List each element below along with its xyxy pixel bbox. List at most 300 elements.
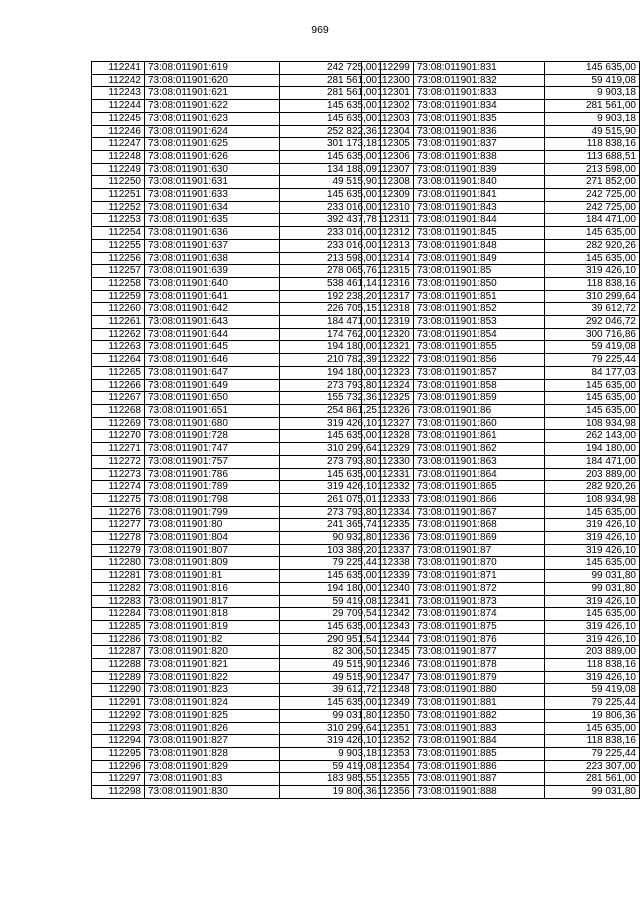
- row-number: 112299: [362, 62, 414, 75]
- table-row: [362, 519, 640, 532]
- cadastral-value: 319 426,10: [544, 633, 639, 646]
- table-row: [92, 201, 381, 214]
- row-number: 112264: [92, 354, 145, 367]
- table-row: [92, 773, 381, 786]
- table-row: [92, 468, 381, 481]
- cadastral-number: 73:08:011901:81: [145, 570, 280, 583]
- table-row: [92, 506, 381, 519]
- cadastral-number: 73:08:011901:819: [145, 620, 280, 633]
- cadastral-number: 73:08:011901:864: [413, 468, 544, 481]
- table-row: [92, 87, 381, 100]
- table-row: [362, 189, 640, 202]
- cadastral-number: 73:08:011901:642: [145, 303, 280, 316]
- table-row: [92, 659, 381, 672]
- cadastral-number: 73:08:011901:624: [145, 125, 280, 138]
- row-number: 112254: [92, 227, 145, 240]
- cadastral-number: 73:08:011901:849: [413, 252, 544, 265]
- cadastral-value: 319 426,10: [544, 265, 639, 278]
- table-row: [362, 646, 640, 659]
- table-row: [362, 468, 640, 481]
- table-row: [92, 684, 381, 697]
- row-number: 112307: [362, 163, 414, 176]
- cadastral-value: 19 806,36: [280, 786, 381, 799]
- row-number: 112321: [362, 341, 414, 354]
- row-number: 112327: [362, 417, 414, 430]
- table-row: [362, 659, 640, 672]
- table-row: [362, 709, 640, 722]
- cadastral-number: 73:08:011901:821: [145, 659, 280, 672]
- table-row: [92, 252, 381, 265]
- cadastral-number: 73:08:011901:886: [413, 760, 544, 773]
- row-number: 112330: [362, 455, 414, 468]
- row-number: 112248: [92, 150, 145, 163]
- cadastral-value: 79 225,44: [544, 354, 639, 367]
- row-number: 112267: [92, 392, 145, 405]
- cadastral-value: 145 635,00: [280, 697, 381, 710]
- cadastral-value: 118 838,16: [544, 138, 639, 151]
- cadastral-value: 59 419,08: [544, 684, 639, 697]
- cadastral-number: 73:08:011901:854: [413, 328, 544, 341]
- cadastral-value: 300 716,86: [544, 328, 639, 341]
- cadastral-number: 73:08:011901:862: [413, 443, 544, 456]
- row-number: 112269: [92, 417, 145, 430]
- table-row: [362, 150, 640, 163]
- cadastral-value: 281 561,00: [280, 87, 381, 100]
- cadastral-value: 319 426,10: [544, 532, 639, 545]
- cadastral-number: 73:08:011901:879: [413, 671, 544, 684]
- cadastral-value: 118 838,16: [544, 735, 639, 748]
- cadastral-number: 73:08:011901:623: [145, 112, 280, 125]
- right-table-body: [362, 62, 640, 799]
- cadastral-number: 73:08:011901:83: [145, 773, 280, 786]
- cadastral-number: 73:08:011901:646: [145, 354, 280, 367]
- cadastral-number: 73:08:011901:816: [145, 582, 280, 595]
- cadastral-number: 73:08:011901:626: [145, 150, 280, 163]
- row-number: 112348: [362, 684, 414, 697]
- cadastral-value: 273 793,80: [280, 379, 381, 392]
- cadastral-value: 145 635,00: [544, 252, 639, 265]
- row-number: 112270: [92, 430, 145, 443]
- cadastral-number: 73:08:011901:873: [413, 595, 544, 608]
- cadastral-value: 223 307,00: [544, 760, 639, 773]
- cadastral-number: 73:08:011901:837: [413, 138, 544, 151]
- row-number: 112329: [362, 443, 414, 456]
- cadastral-value: 59 419,08: [544, 341, 639, 354]
- cadastral-value: 39 612,72: [544, 303, 639, 316]
- row-number: 112275: [92, 493, 145, 506]
- cadastral-number: 73:08:011901:644: [145, 328, 280, 341]
- cadastral-value: 281 561,00: [544, 773, 639, 786]
- row-number: 112334: [362, 506, 414, 519]
- table-row: [92, 265, 381, 278]
- cadastral-value: 271 852,00: [544, 176, 639, 189]
- row-number: 112247: [92, 138, 145, 151]
- row-number: 112356: [362, 786, 414, 799]
- cadastral-number: 73:08:011901:867: [413, 506, 544, 519]
- cadastral-value: 233 016,00: [280, 227, 381, 240]
- cadastral-value: 145 635,00: [544, 557, 639, 570]
- cadastral-number: 73:08:011901:823: [145, 684, 280, 697]
- cadastral-value: 310 299,64: [280, 722, 381, 735]
- row-number: 112285: [92, 620, 145, 633]
- cadastral-number: 73:08:011901:841: [413, 189, 544, 202]
- table-row: [362, 671, 640, 684]
- table-row: [92, 544, 381, 557]
- cadastral-value: 118 838,16: [544, 277, 639, 290]
- row-number: 112294: [92, 735, 145, 748]
- cadastral-number: 73:08:011901:824: [145, 697, 280, 710]
- table-row: [92, 671, 381, 684]
- cadastral-number: 73:08:011901:804: [145, 532, 280, 545]
- cadastral-value: 118 838,16: [544, 659, 639, 672]
- cadastral-value: 145 635,00: [280, 620, 381, 633]
- row-number: 112265: [92, 366, 145, 379]
- cadastral-value: 145 635,00: [544, 404, 639, 417]
- cadastral-value: 233 016,00: [280, 239, 381, 252]
- cadastral-number: 73:08:011901:856: [413, 354, 544, 367]
- table-row: [362, 201, 640, 214]
- table-row: [92, 100, 381, 113]
- row-number: 112271: [92, 443, 145, 456]
- cadastral-value: 194 180,00: [544, 443, 639, 456]
- row-number: 112262: [92, 328, 145, 341]
- row-number: 112306: [362, 150, 414, 163]
- row-number: 112246: [92, 125, 145, 138]
- cadastral-number: 73:08:011901:86: [413, 404, 544, 417]
- cadastral-value: 90 932,80: [280, 532, 381, 545]
- row-number: 112281: [92, 570, 145, 583]
- cadastral-value: 319 426,10: [280, 417, 381, 430]
- cadastral-number: 73:08:011901:647: [145, 366, 280, 379]
- table-row: [362, 544, 640, 557]
- table-row: [362, 227, 640, 240]
- cadastral-value: 282 920,26: [544, 239, 639, 252]
- row-number: 112257: [92, 265, 145, 278]
- cadastral-value: 281 561,00: [280, 74, 381, 87]
- cadastral-number: 73:08:011901:870: [413, 557, 544, 570]
- cadastral-value: 99 031,80: [280, 709, 381, 722]
- cadastral-number: 73:08:011901:80: [145, 519, 280, 532]
- cadastral-number: 73:08:011901:680: [145, 417, 280, 430]
- table-row: [362, 341, 640, 354]
- cadastral-number: 73:08:011901:869: [413, 532, 544, 545]
- cadastral-number: 73:08:011901:885: [413, 747, 544, 760]
- cadastral-number: 73:08:011901:843: [413, 201, 544, 214]
- row-number: 112303: [362, 112, 414, 125]
- cadastral-number: 73:08:011901:789: [145, 481, 280, 494]
- row-number: 112301: [362, 87, 414, 100]
- cadastral-number: 73:08:011901:877: [413, 646, 544, 659]
- cadastral-number: 73:08:011901:844: [413, 214, 544, 227]
- cadastral-number: 73:08:011901:839: [413, 163, 544, 176]
- cadastral-number: 73:08:011901:818: [145, 608, 280, 621]
- table-row: [362, 100, 640, 113]
- cadastral-value: 59 419,08: [280, 595, 381, 608]
- cadastral-number: 73:08:011901:809: [145, 557, 280, 570]
- row-number: 112241: [92, 62, 145, 75]
- row-number: 112324: [362, 379, 414, 392]
- table-row: [92, 290, 381, 303]
- table-row: [92, 697, 381, 710]
- table-row: [362, 417, 640, 430]
- cadastral-number: 73:08:011901:840: [413, 176, 544, 189]
- cadastral-number: 73:08:011901:799: [145, 506, 280, 519]
- cadastral-number: 73:08:011901:825: [145, 709, 280, 722]
- left-table-body: [92, 62, 381, 799]
- row-number: 112347: [362, 671, 414, 684]
- cadastral-number: 73:08:011901:757: [145, 455, 280, 468]
- table-row: [362, 481, 640, 494]
- row-number: 112325: [362, 392, 414, 405]
- row-number: 112251: [92, 189, 145, 202]
- row-number: 112300: [362, 74, 414, 87]
- cadastral-number: 73:08:011901:638: [145, 252, 280, 265]
- table-row: [362, 252, 640, 265]
- cadastral-value: 145 635,00: [280, 189, 381, 202]
- cadastral-number: 73:08:011901:639: [145, 265, 280, 278]
- table-row: [92, 493, 381, 506]
- cadastral-number: 73:08:011901:845: [413, 227, 544, 240]
- row-number: 112284: [92, 608, 145, 621]
- table-row: [362, 328, 640, 341]
- cadastral-value: 9 903,18: [544, 112, 639, 125]
- cadastral-value: 392 437,78: [280, 214, 381, 227]
- row-number: 112314: [362, 252, 414, 265]
- row-number: 112278: [92, 532, 145, 545]
- cadastral-value: 145 635,00: [280, 468, 381, 481]
- cadastral-number: 73:08:011901:637: [145, 239, 280, 252]
- row-number: 112323: [362, 366, 414, 379]
- cadastral-value: 49 515,90: [280, 659, 381, 672]
- row-number: 112331: [362, 468, 414, 481]
- cadastral-number: 73:08:011901:747: [145, 443, 280, 456]
- cadastral-value: 254 861,25: [280, 404, 381, 417]
- cadastral-value: 39 612,72: [280, 684, 381, 697]
- row-number: 112353: [362, 747, 414, 760]
- table-row: [92, 646, 381, 659]
- table-row: [92, 354, 381, 367]
- row-number: 112268: [92, 404, 145, 417]
- table-row: [92, 189, 381, 202]
- table-row: [92, 722, 381, 735]
- cadastral-number: 73:08:011901:640: [145, 277, 280, 290]
- table-row: [362, 595, 640, 608]
- cadastral-number: 73:08:011901:882: [413, 709, 544, 722]
- table-row: [362, 392, 640, 405]
- table-row: [92, 379, 381, 392]
- cadastral-value: 29 709,54: [280, 608, 381, 621]
- table-row: [362, 506, 640, 519]
- cadastral-value: 292 046,72: [544, 316, 639, 329]
- cadastral-value: 273 793,80: [280, 506, 381, 519]
- cadastral-number: 73:08:011901:878: [413, 659, 544, 672]
- table-row: [92, 62, 381, 75]
- table-row: [92, 74, 381, 87]
- row-number: 112342: [362, 608, 414, 621]
- row-number: 112261: [92, 316, 145, 329]
- table-row: [92, 341, 381, 354]
- cadastral-value: 145 635,00: [544, 608, 639, 621]
- table-row: [362, 493, 640, 506]
- row-number: 112298: [92, 786, 145, 799]
- row-number: 112320: [362, 328, 414, 341]
- cadastral-value: 242 725,00: [544, 201, 639, 214]
- cadastral-value: 226 705,15: [280, 303, 381, 316]
- cadastral-value: 99 031,80: [544, 570, 639, 583]
- table-row: [362, 747, 640, 760]
- table-row: [92, 633, 381, 646]
- table-row: [362, 74, 640, 87]
- table-row: [362, 379, 640, 392]
- cadastral-value: 310 299,64: [544, 290, 639, 303]
- cadastral-value: 319 426,10: [544, 544, 639, 557]
- table-row: [92, 735, 381, 748]
- cadastral-number: 73:08:011901:834: [413, 100, 544, 113]
- cadastral-number: 73:08:011901:888: [413, 786, 544, 799]
- cadastral-value: 194 180,00: [280, 582, 381, 595]
- cadastral-number: 73:08:011901:868: [413, 519, 544, 532]
- row-number: 112290: [92, 684, 145, 697]
- table-row: [92, 227, 381, 240]
- cadastral-number: 73:08:011901:630: [145, 163, 280, 176]
- cadastral-number: 73:08:011901:82: [145, 633, 280, 646]
- row-number: 112296: [92, 760, 145, 773]
- table-row: [92, 239, 381, 252]
- cadastral-value: 59 419,08: [544, 74, 639, 87]
- table-row: [92, 620, 381, 633]
- table-row: [362, 582, 640, 595]
- table-row: [362, 735, 640, 748]
- table-row: [92, 747, 381, 760]
- cadastral-number: 73:08:011901:620: [145, 74, 280, 87]
- cadastral-number: 73:08:011901:833: [413, 87, 544, 100]
- cadastral-number: 73:08:011901:871: [413, 570, 544, 583]
- cadastral-number: 73:08:011901:641: [145, 290, 280, 303]
- cadastral-value: 319 426,10: [544, 620, 639, 633]
- table-row: [92, 316, 381, 329]
- cadastral-number: 73:08:011901:633: [145, 189, 280, 202]
- cadastral-number: 73:08:011901:822: [145, 671, 280, 684]
- cadastral-value: 103 389,20: [280, 544, 381, 557]
- row-number: 112245: [92, 112, 145, 125]
- cadastral-number: 73:08:011901:836: [413, 125, 544, 138]
- cadastral-value: 84 177,03: [544, 366, 639, 379]
- row-number: 112292: [92, 709, 145, 722]
- cadastral-number: 73:08:011901:829: [145, 760, 280, 773]
- table-row: [362, 62, 640, 75]
- table-row: [362, 786, 640, 799]
- cadastral-value: 174 762,00: [280, 328, 381, 341]
- cadastral-value: 145 635,00: [544, 392, 639, 405]
- cadastral-value: 145 635,00: [544, 722, 639, 735]
- row-number: 112344: [362, 633, 414, 646]
- cadastral-value: 241 365,74: [280, 519, 381, 532]
- cadastral-number: 73:08:011901:848: [413, 239, 544, 252]
- row-number: 112335: [362, 519, 414, 532]
- table-row: [92, 303, 381, 316]
- table-row: [362, 633, 640, 646]
- cadastral-number: 73:08:011901:625: [145, 138, 280, 151]
- table-row: [362, 125, 640, 138]
- cadastral-number: 73:08:011901:85: [413, 265, 544, 278]
- row-number: 112304: [362, 125, 414, 138]
- table-row: [362, 773, 640, 786]
- table-row: [92, 570, 381, 583]
- table-row: [92, 430, 381, 443]
- row-number: 112338: [362, 557, 414, 570]
- cadastral-value: 213 598,00: [544, 163, 639, 176]
- cadastral-number: 73:08:011901:649: [145, 379, 280, 392]
- cadastral-value: 213 598,00: [280, 252, 381, 265]
- row-number: 112332: [362, 481, 414, 494]
- row-number: 112322: [362, 354, 414, 367]
- table-row: [362, 684, 640, 697]
- cadastral-value: 155 732,36: [280, 392, 381, 405]
- cadastral-value: 108 934,98: [544, 493, 639, 506]
- table-row: [92, 532, 381, 545]
- cadastral-number: 73:08:011901:872: [413, 582, 544, 595]
- cadastral-value: 145 635,00: [544, 62, 639, 75]
- cadastral-value: 538 461,14: [280, 277, 381, 290]
- cadastral-value: 49 515,90: [280, 176, 381, 189]
- table-row: [92, 760, 381, 773]
- row-number: 112288: [92, 659, 145, 672]
- cadastral-number: 73:08:011901:817: [145, 595, 280, 608]
- row-number: 112277: [92, 519, 145, 532]
- row-number: 112336: [362, 532, 414, 545]
- row-number: 112302: [362, 100, 414, 113]
- table-row: [92, 709, 381, 722]
- row-number: 112258: [92, 277, 145, 290]
- table-row: [362, 176, 640, 189]
- table-row: [362, 163, 640, 176]
- table-row: [92, 404, 381, 417]
- table-row: [92, 163, 381, 176]
- cadastral-value: 262 143,00: [544, 430, 639, 443]
- cadastral-value: 194 180,00: [280, 341, 381, 354]
- row-number: 112315: [362, 265, 414, 278]
- table-row: [92, 786, 381, 799]
- cadastral-value: 319 426,10: [280, 735, 381, 748]
- table-row: [92, 519, 381, 532]
- table-row: [362, 239, 640, 252]
- cadastral-value: 49 515,90: [280, 671, 381, 684]
- row-number: 112346: [362, 659, 414, 672]
- row-number: 112340: [362, 582, 414, 595]
- table-row: [362, 316, 640, 329]
- cadastral-number: 73:08:011901:826: [145, 722, 280, 735]
- cadastral-number: 73:08:011901:880: [413, 684, 544, 697]
- row-number: 112287: [92, 646, 145, 659]
- table-row: [362, 620, 640, 633]
- cadastral-number: 73:08:011901:830: [145, 786, 280, 799]
- row-number: 112291: [92, 697, 145, 710]
- row-number: 112295: [92, 747, 145, 760]
- cadastral-value: 19 806,36: [544, 709, 639, 722]
- cadastral-number: 73:08:011901:87: [413, 544, 544, 557]
- row-number: 112255: [92, 239, 145, 252]
- table-row: [362, 265, 640, 278]
- table-row: [362, 214, 640, 227]
- row-number: 112317: [362, 290, 414, 303]
- cadastral-number: 73:08:011901:635: [145, 214, 280, 227]
- cadastral-value: 301 173,18: [280, 138, 381, 151]
- cadastral-value: 252 822,36: [280, 125, 381, 138]
- cadastral-number: 73:08:011901:884: [413, 735, 544, 748]
- cadastral-number: 73:08:011901:621: [145, 87, 280, 100]
- row-number: 112276: [92, 506, 145, 519]
- row-number: 112243: [92, 87, 145, 100]
